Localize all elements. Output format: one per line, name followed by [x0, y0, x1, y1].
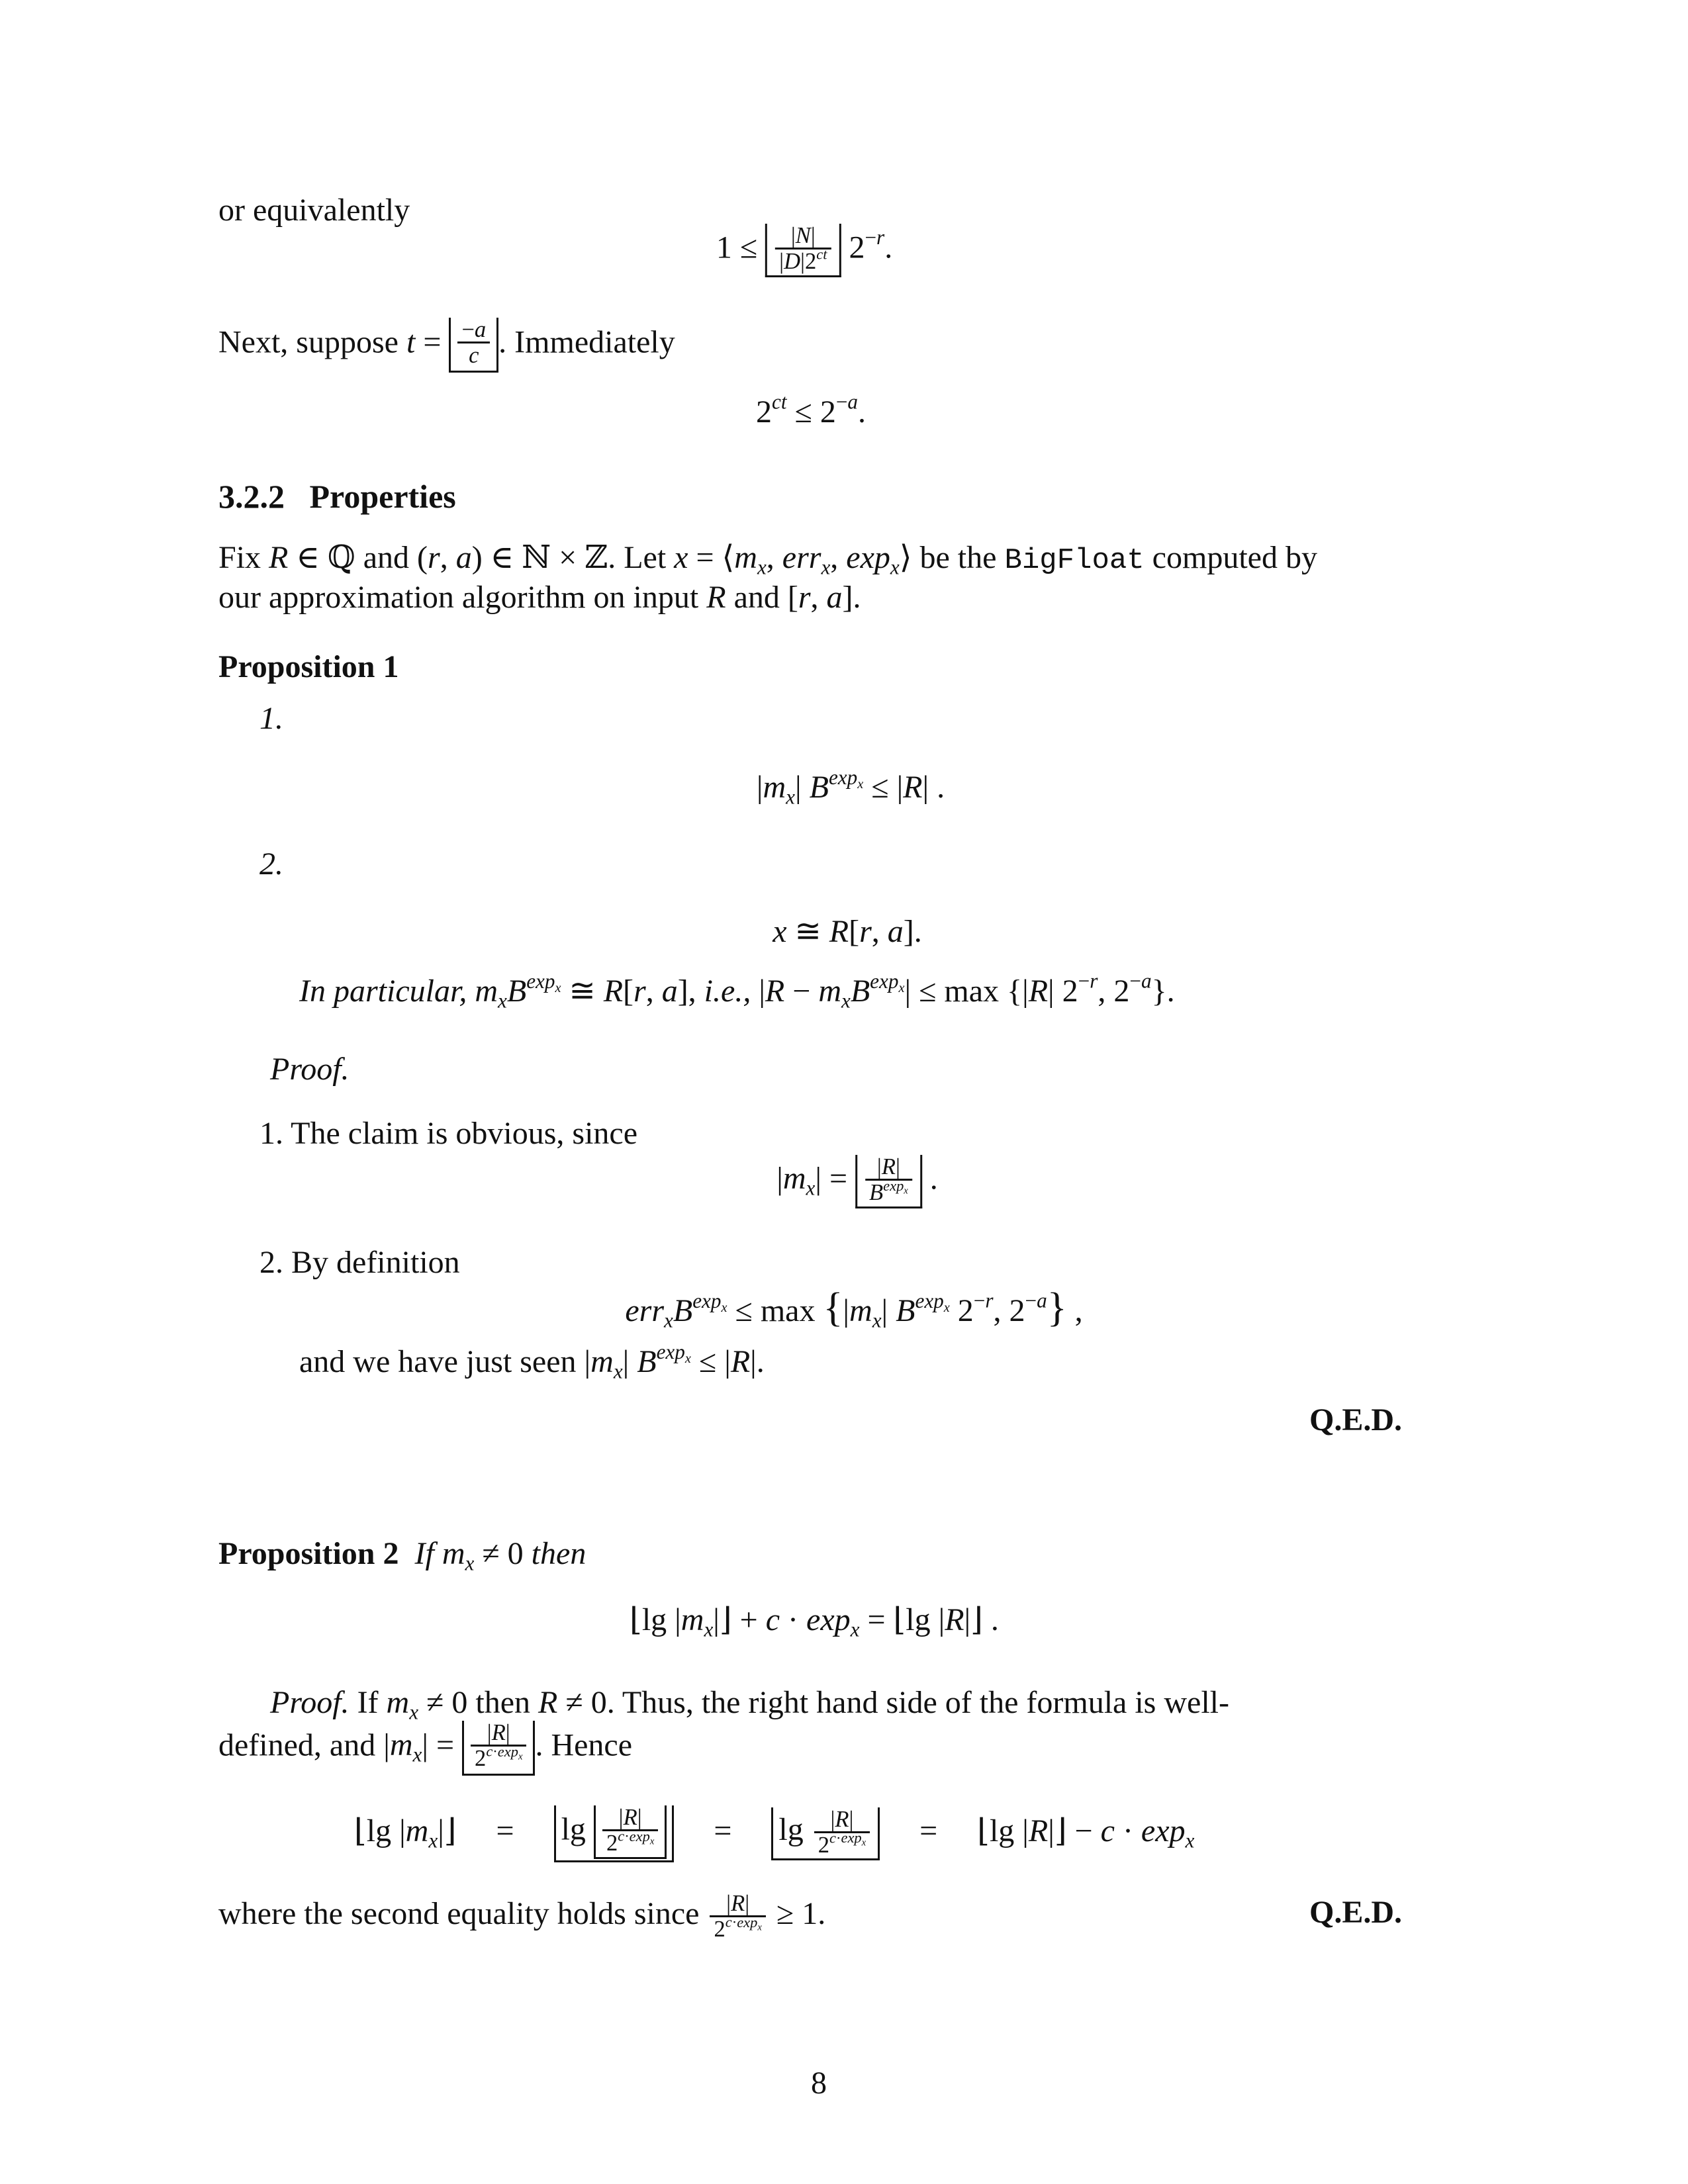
text-then: then — [531, 1536, 586, 1571]
proof-2-label: Proof. — [270, 1685, 350, 1720]
text-if: If — [414, 1536, 434, 1571]
text-let: . Let — [608, 540, 667, 575]
paragraph-fix-line2: our approximation algorithm on input R and [r, a]. — [218, 580, 861, 615]
prop1-item-2: 2. — [259, 846, 283, 882]
text-and: and — [363, 540, 410, 575]
prop1-in-particular: In particular, $m_xB^{exp_x}$ ≅ R[r, a], i.e., $|R - m_xB^{exp_x}| \le \max \{|R|$ $2^{-r}$, $2^{-a}$}. — [299, 969, 1175, 1013]
equation-mx-floor: $|m_x|$ = $\frac{|R|}{B^{exp_x}}$ . — [776, 1155, 938, 1208]
equation-inequality-1: 1 ≤ $\frac{|N|}{|D|2^{ct}}$ $2^{-r}$. — [716, 224, 892, 277]
text-next-suppose: Next, suppose t = $\frac{-a}{c}$ . Immediately — [218, 318, 675, 373]
text-ie: i.e., — [704, 974, 751, 1009]
text-if-2: If — [357, 1685, 379, 1720]
text-immediately: Immediately — [514, 324, 675, 360]
text-or-equivalently: or equivalently — [218, 193, 410, 228]
proof-2-line2: defined, and $|m_x|$ = $\frac{|R|}{2^{c\cdot exp_x}}$ . Hence — [218, 1721, 632, 1776]
equation-chain: ⌊lg $|m_x|⌋$ = lg $\frac{|R|}{2^{c\cdot exp_x}}$ = lg $\frac{|R|}{2^{c\cdot exp_x}}$ = ⌊lg |R|⌋ − $c \cdot \exp_x$ — [354, 1805, 1194, 1862]
text-where: where the second equality holds since — [218, 1895, 700, 1931]
section-heading — [218, 478, 456, 516]
equation-errx: $err_xB^{exp_x} \le \max \{|m_x|$ $B^{exp_x}$ $2^{-r}$, $2^{-a}$} , — [625, 1285, 1083, 1332]
text-fix: Fix — [218, 540, 261, 575]
text-next-suppose-label: Next, suppose — [218, 324, 399, 360]
text-computed-by: computed by — [1152, 540, 1317, 575]
text-defined-and: defined, and — [218, 1727, 376, 1763]
section-number: 3.2.2 — [218, 478, 285, 515]
text-then-2: then — [475, 1685, 531, 1720]
page-number: 8 — [811, 2066, 827, 2101]
text-thus: . Thus, the right hand side of the formula is well- — [606, 1685, 1229, 1720]
text-and-2: and — [733, 580, 780, 615]
qed-1: Q.E.D. — [1309, 1402, 1402, 1437]
section-title: Properties — [309, 478, 456, 515]
prop1-item-1: 1. — [259, 701, 283, 736]
text-just-seen: and we have just seen — [299, 1344, 577, 1379]
equation-prop1-1: $|m_x|$ $B^{exp_x} \le |R|$ . — [756, 765, 945, 809]
proof-1-item-1: 1. The claim is obvious, since — [259, 1116, 638, 1151]
qed-2: Q.E.D. — [1309, 1895, 1402, 1930]
proof-1-item-2: 2. By definition — [259, 1245, 460, 1280]
code-bigfloat: BigFloat — [1004, 544, 1145, 577]
paragraph-fix-line1: Fix R ∈ ℚ and (r, a) ∈ ℕ × ℤ. Let $x = ⟨m_x$, err$_x$, $\exp_x⟩$ be the BigFloat computed by — [218, 540, 1317, 579]
text-be-the: be the — [919, 540, 997, 575]
text-approximation: our approximation algorithm on input — [218, 580, 699, 615]
proof-1-after: and we have just seen $|m_x|$ $B^{exp_x} \le |R|$. — [299, 1340, 765, 1383]
text-hence: . Hence — [535, 1727, 633, 1763]
proof-2-line1: Proof. If $m_x \ne 0$ then R ≠ 0. Thus, the right hand side of the formula is well- — [270, 1685, 1229, 1724]
proof-2-where: where the second equality holds since $\frac{|R|}{2^{c\cdot exp_x}}$ ≥ 1. — [218, 1891, 826, 1942]
equation-prop2: ⌊lg $|m_x|⌋ + c \cdot \exp_x$ = ⌊lg |R|⌋ . — [630, 1602, 999, 1641]
equation-prop1-2: x ≅ R[r, a]. — [773, 914, 922, 949]
proposition-2-label: Proposition 2 — [218, 1536, 399, 1571]
equation-2ct: $2^{ct} \le 2^{-a}$. — [755, 390, 867, 430]
proposition-1-heading: Proposition 1 — [218, 649, 399, 684]
proof-1-label: Proof. — [270, 1052, 350, 1087]
proposition-2-heading: Proposition 2 If $m_x \ne 0$ then — [218, 1536, 586, 1575]
text-in-particular: In particular, — [299, 974, 467, 1009]
